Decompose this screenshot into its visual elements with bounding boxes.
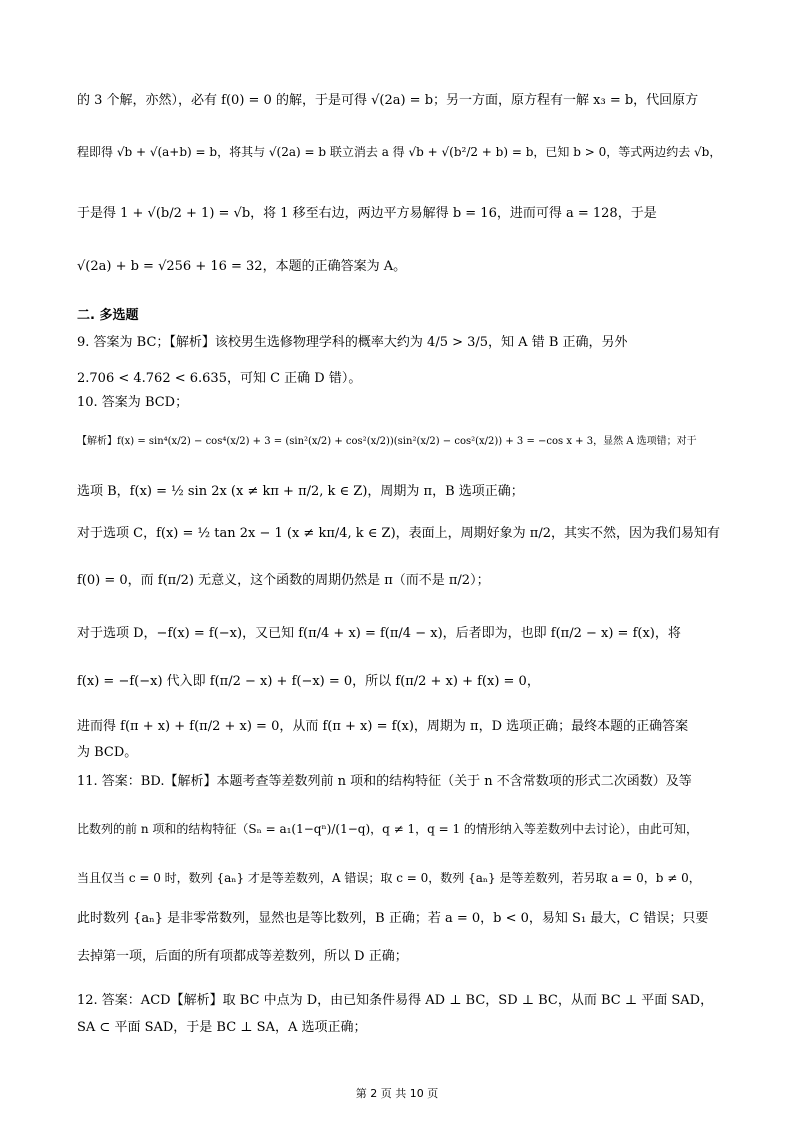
text-line: 进而得 f(π + x) + f(π/2 + x) = 0，从而 f(π + x) = f(x)，周期为 π，D 选项正确；最终本题的正确答案 xyxy=(77,719,689,734)
page-footer: 第 2 页 共 10 页 xyxy=(355,1087,439,1100)
text-line: 于是得 1 + √(b/2 + 1) = √b，将 1 移至右边，两边平方易解得 b = 16，进而可得 a = 128，于是 xyxy=(77,206,657,221)
text-line: 的 3 个解，亦然），必有 f(0) = 0 的解，于是可得 √(2a) = b；另一方面，原方程有一解 x₃ = b，代回原方 xyxy=(77,93,699,108)
text-line: f(x) = −f(−x) 代入即 f(π/2 − x) + f(−x) = 0，所以 f(π/2 + x) + f(x) = 0， xyxy=(77,674,540,689)
text-line: 9. 答案为 BC；【解析】该校男生选修物理学科的概率大约为 4/5 > 3/5，知 A 错 B 正确，另外 xyxy=(77,335,628,350)
text-line: √(2a) + b = √256 + 16 = 32，本题的正确答案为 A。 xyxy=(77,259,407,274)
text-line: 去掉第一项，后面的所有项都成等差数列，所以 D 正确； xyxy=(77,949,408,964)
text-line: 2.706 < 4.762 < 6.635，可知 C 正确 D 错）。 xyxy=(77,371,362,386)
text-line: f(0) = 0，而 f(π/2) 无意义，这个函数的周期仍然是 π（而不是 π/2）； xyxy=(77,573,490,588)
text-line: 程即得 √b + √(a+b) = b，将其与 √(2a) = b 联立消去 a 得 √b + √(b²/2 + b) = b，已知 b > 0，等式两边约去 √b， xyxy=(77,145,722,159)
text-line: 对于选项 C，f(x) = ½ tan 2x − 1 (x ≠ kπ/4, k ∈ Z)，表面上，周期好象为 π/2，其实不然，因为我们易知有 xyxy=(77,526,720,541)
text-line: 对于选项 D，−f(x) = f(−x)，又已知 f(π/4 + x) = f(π/4 − x)，后者即为，也即 f(π/2 − x) = f(x)，将 xyxy=(77,626,681,641)
text-line: 当且仅当 c = 0 时，数列 {aₙ} 才是等差数列，A 错误；取 c = 0，数列 {aₙ} 是等差数列，若另取 a = 0，b ≠ 0， xyxy=(77,871,701,885)
text-line: 12. 答案：ACD【解析】取 BC 中点为 D，由已知条件易得 AD ⊥ BC，SD ⊥ BC，从而 BC ⊥ 平面 SAD， xyxy=(77,993,714,1008)
section-heading: 二. 多选题 xyxy=(77,308,139,323)
text-line: 11. 答案：BD.【解析】本题考查等差数列前 n 项和的结构特征（关于 n 不含常数项的形式二次函数）及等 xyxy=(77,774,692,789)
text-line: 此时数列 {aₙ} 是非零常数列，显然也是等比数列，B 正确；若 a = 0，b < 0，易知 S₁ 最大，C 错误；只要 xyxy=(77,911,709,926)
text-line: 比数列的前 n 项和的结构特征（Sₙ = a₁(1−qⁿ)/(1−q)，q ≠ 1，q = 1 的情形纳入等差数列中去讨论），由此可知， xyxy=(77,822,698,836)
text-line: 【解析】f(x) = sin⁴(x/2) − cos⁴(x/2) + 3 = (sin²(x/2) + cos²(x/2))(sin²(x/2) − cos²(x/2)) + 3 = −cos x + 3，显然 A 选项错；对于 xyxy=(77,436,697,447)
text-line: 为 BCD。 xyxy=(77,745,138,760)
text-line: 选项 B，f(x) = ½ sin 2x (x ≠ kπ + π/2, k ∈ Z)，周期为 π，B 选项正确； xyxy=(77,484,524,499)
text-line: SA ⊂ 平面 SAD，于是 BC ⊥ SA，A 选项正确； xyxy=(77,1020,367,1035)
text-line: 10. 答案为 BCD； xyxy=(77,395,189,410)
